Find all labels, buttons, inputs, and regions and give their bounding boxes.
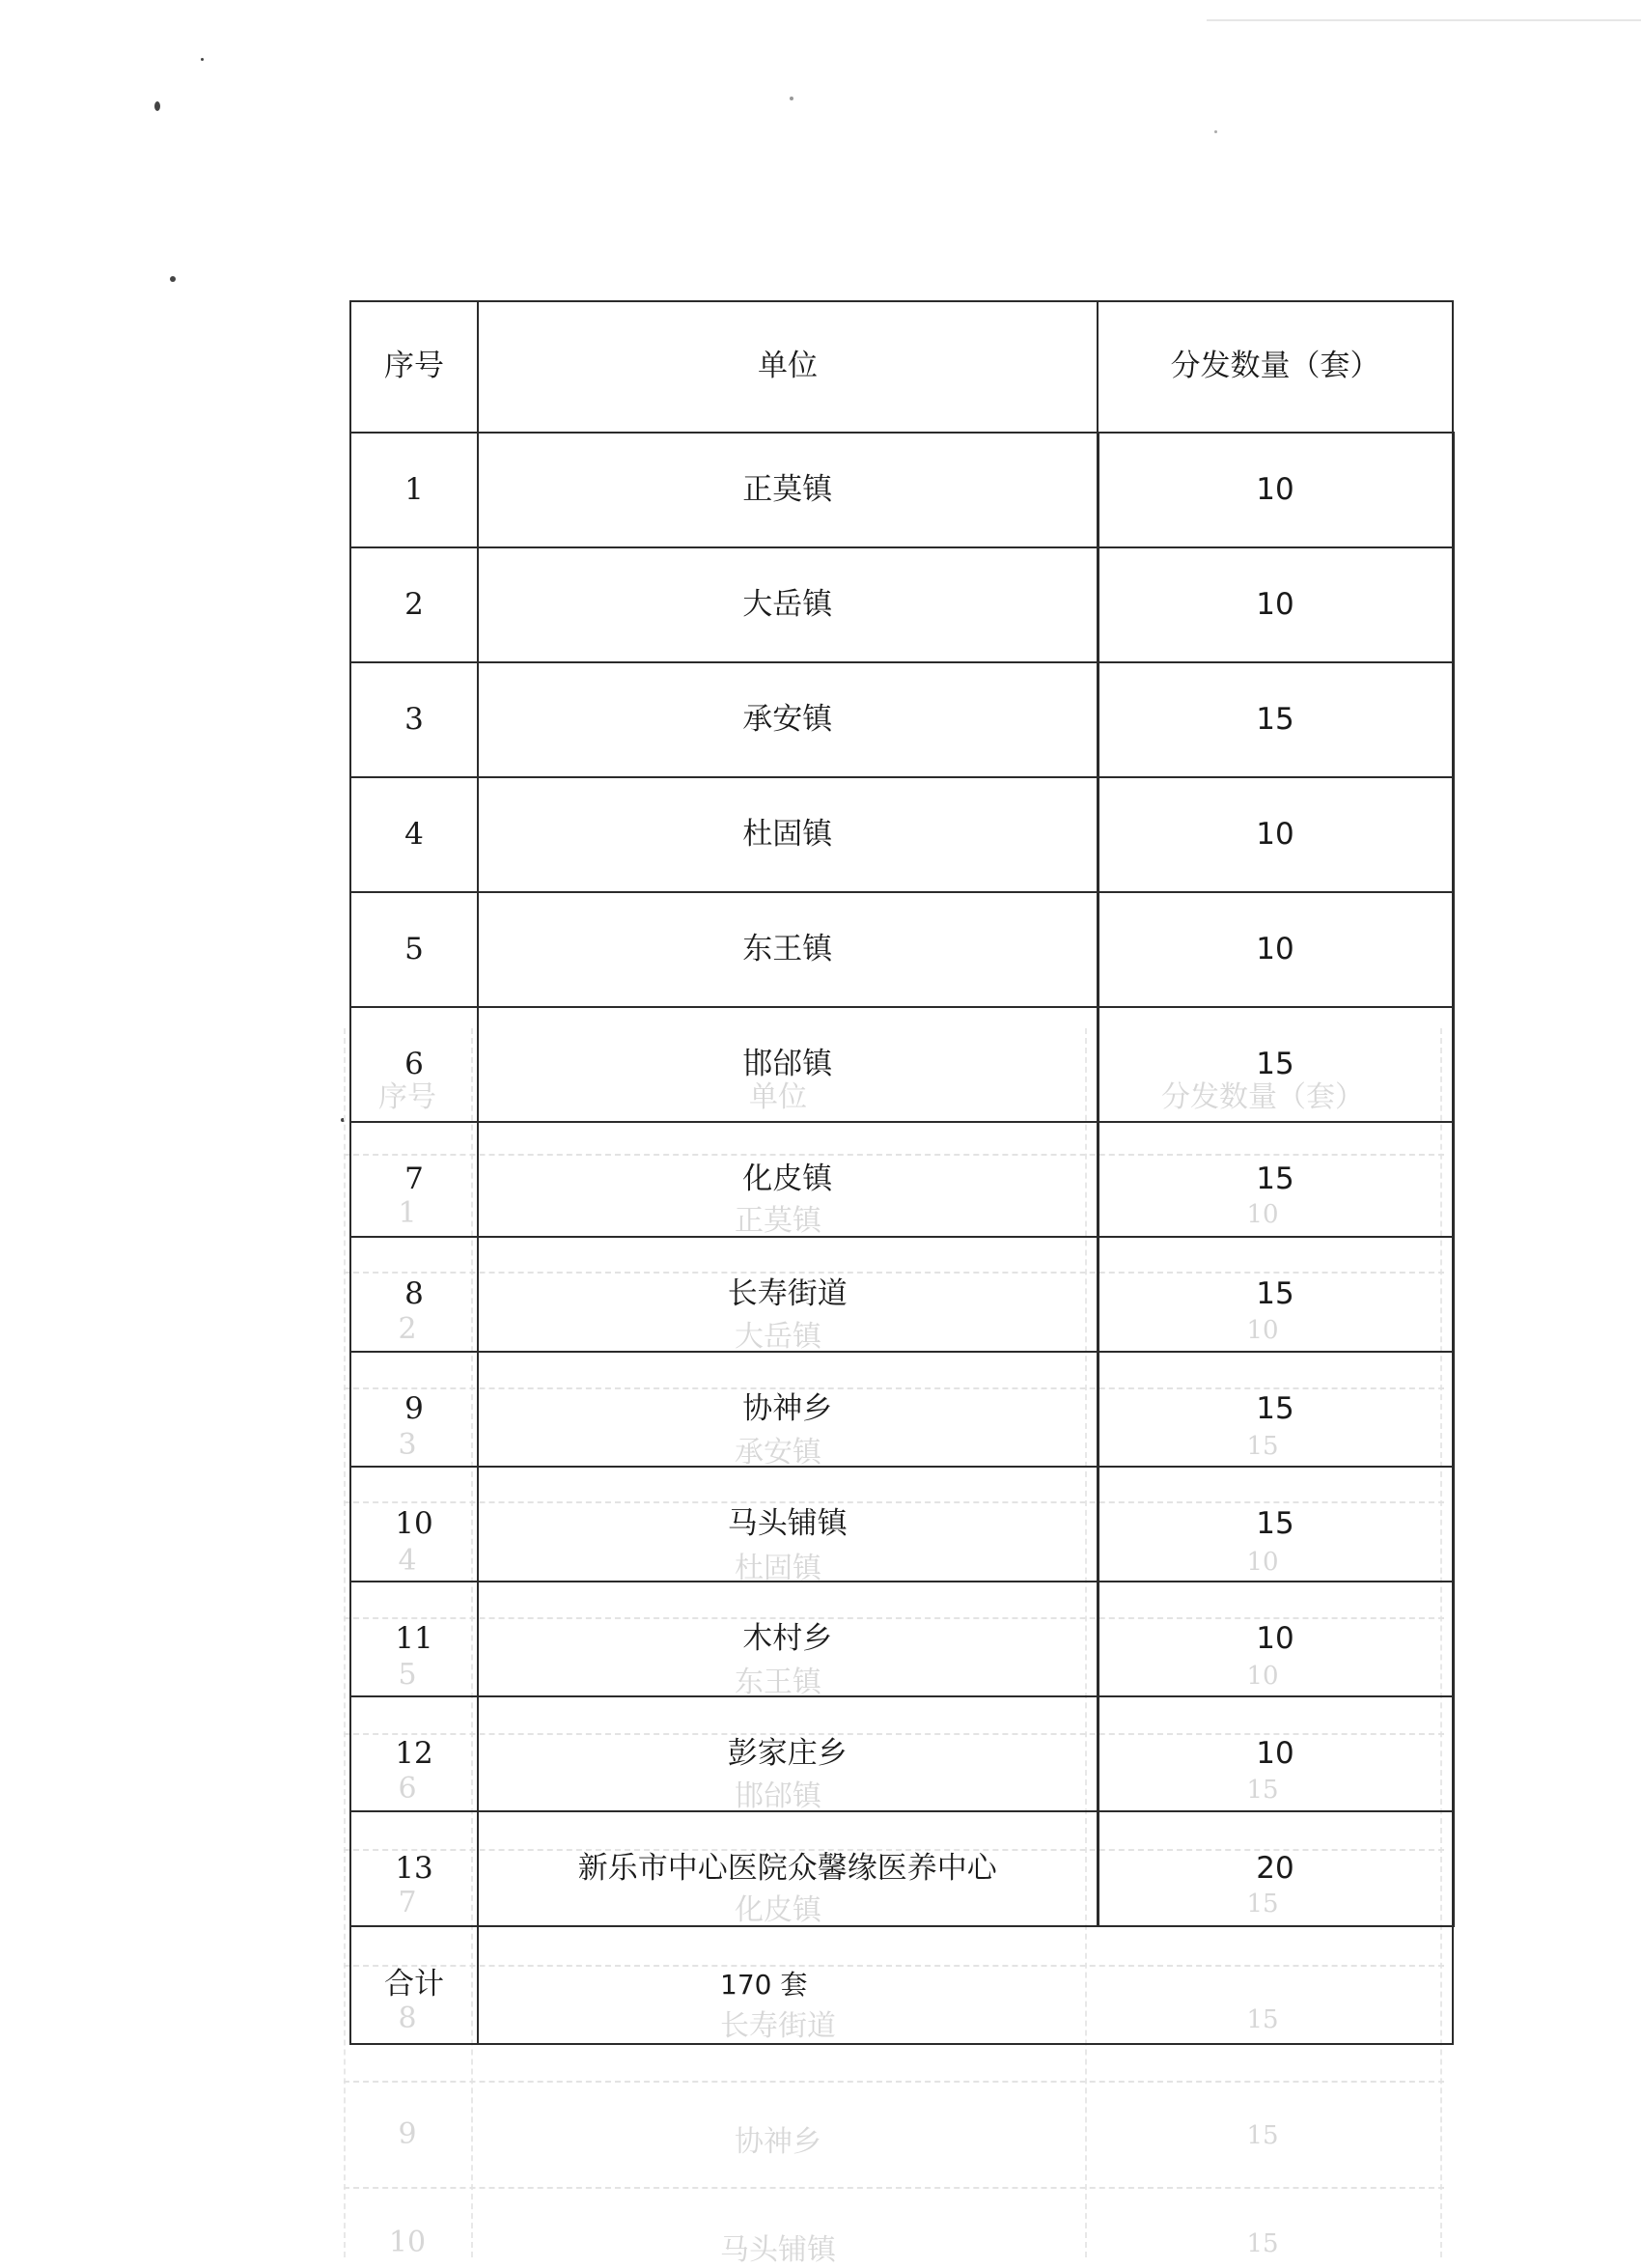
total-empty-cell xyxy=(1098,1926,1453,2044)
ghost-header-seq: 序号 xyxy=(378,1080,436,1114)
ghost-qty: 10 xyxy=(1246,1200,1279,1229)
ghost-unit: 化皮镇 xyxy=(735,1893,821,1927)
row-qty: 20 xyxy=(1098,1811,1453,1926)
ghost-qty: 15 xyxy=(1246,1776,1279,1805)
header-seq: 序号 xyxy=(350,301,478,433)
ghost-unit: 邯邰镇 xyxy=(735,1779,821,1813)
row-seq: 9 xyxy=(350,1352,478,1467)
row-seq: 11 xyxy=(350,1582,478,1696)
ghost-qty: 15 xyxy=(1246,2121,1279,2150)
scan-edge-line xyxy=(1207,19,1641,21)
ghost-seq: 6 xyxy=(398,1772,417,1806)
table-header-row xyxy=(350,301,1453,433)
ghost-qty: 15 xyxy=(1246,2005,1279,2034)
table-row xyxy=(350,433,1453,547)
row-unit: 新乐市中心医院众馨缘医养中心 xyxy=(478,1811,1098,1926)
row-seq: 6 xyxy=(350,1007,478,1122)
ghost-unit: 大岳镇 xyxy=(735,1320,821,1354)
row-seq: 7 xyxy=(350,1122,478,1237)
row-qty: 15 xyxy=(1098,1352,1453,1467)
row-unit: 邯邰镇 xyxy=(478,1007,1098,1122)
ghost-qty: 15 xyxy=(1246,1890,1279,1918)
ghost-unit: 长寿街道 xyxy=(720,2009,836,2043)
ghost-row-line xyxy=(344,2081,1444,2083)
ghost-unit: 马头铺镇 xyxy=(720,2233,836,2267)
ghost-unit: 杜固镇 xyxy=(735,1552,821,1585)
ghost-seq: 7 xyxy=(398,1886,417,1919)
row-unit: 木村乡 xyxy=(478,1582,1098,1696)
table-row xyxy=(350,1122,1453,1237)
header-unit: 单位 xyxy=(478,301,1098,433)
row-qty: 10 xyxy=(1098,777,1453,892)
row-seq: 2 xyxy=(350,547,478,662)
ghost-seq: 1 xyxy=(398,1196,417,1230)
ghost-qty: 10 xyxy=(1246,1316,1279,1345)
row-seq: 4 xyxy=(350,777,478,892)
scan-speck xyxy=(154,101,160,111)
row-seq: 12 xyxy=(350,1696,478,1811)
scan-speck xyxy=(170,276,176,282)
row-unit: 彭家庄乡 xyxy=(478,1696,1098,1811)
row-unit: 东王镇 xyxy=(478,892,1098,1007)
table-total-row xyxy=(350,1926,1453,2044)
row-qty: 15 xyxy=(1098,1122,1453,1237)
row-seq: 10 xyxy=(350,1467,478,1582)
row-seq: 5 xyxy=(350,892,478,1007)
ghost-header-unit: 单位 xyxy=(749,1080,807,1114)
table-row xyxy=(350,892,1453,1007)
row-unit: 正莫镇 xyxy=(478,433,1098,547)
row-qty: 10 xyxy=(1098,1582,1453,1696)
table-row xyxy=(350,1007,1453,1122)
ghost-unit: 承安镇 xyxy=(735,1436,821,1470)
ghost-seq: 9 xyxy=(398,2117,417,2151)
row-unit: 马头铺镇 xyxy=(478,1467,1098,1582)
ghost-qty: 15 xyxy=(1246,1432,1279,1461)
row-qty: 10 xyxy=(1098,433,1453,547)
total-value: 170 套 xyxy=(720,1969,808,2002)
ghost-seq: 5 xyxy=(398,1658,417,1692)
ghost-row-line xyxy=(344,2187,1444,2189)
table-row xyxy=(350,547,1453,662)
table-row xyxy=(350,777,1453,892)
row-seq: 13 xyxy=(350,1811,478,1926)
ghost-unit: 东王镇 xyxy=(735,1666,821,1699)
total-label: 合计 xyxy=(350,1926,478,2044)
row-seq: 8 xyxy=(350,1237,478,1352)
row-qty: 10 xyxy=(1098,1696,1453,1811)
table-row xyxy=(350,1237,1453,1352)
row-seq: 1 xyxy=(350,433,478,547)
row-seq: 3 xyxy=(350,662,478,777)
row-qty: 15 xyxy=(1098,1467,1453,1582)
scan-speck xyxy=(201,58,204,61)
table-row xyxy=(350,1696,1453,1811)
row-unit: 协神乡 xyxy=(478,1352,1098,1467)
ghost-unit: 正莫镇 xyxy=(735,1204,821,1238)
row-unit: 大岳镇 xyxy=(478,547,1098,662)
ghost-qty: 10 xyxy=(1246,1662,1279,1691)
row-qty: 15 xyxy=(1098,1237,1453,1352)
total-value-cell xyxy=(478,1926,1098,2044)
ghost-header-qty: 分发数量（套） xyxy=(1161,1080,1364,1114)
ghost-seq: 4 xyxy=(398,1544,417,1578)
ghost-qty: 10 xyxy=(1246,1548,1279,1577)
row-qty: 15 xyxy=(1098,1007,1453,1122)
table-row xyxy=(350,1467,1453,1582)
row-qty: 10 xyxy=(1098,547,1453,662)
row-unit: 化皮镇 xyxy=(478,1122,1098,1237)
ghost-unit: 协神乡 xyxy=(735,2125,821,2159)
scan-speck xyxy=(790,97,793,100)
row-qty: 15 xyxy=(1098,662,1453,777)
table-row xyxy=(350,1811,1453,1926)
table-row xyxy=(350,662,1453,777)
ghost-seq: 8 xyxy=(398,2002,417,2035)
header-qty: 分发数量（套） xyxy=(1098,301,1453,433)
row-unit: 承安镇 xyxy=(478,662,1098,777)
row-qty: 10 xyxy=(1098,892,1453,1007)
table-row xyxy=(350,1352,1453,1467)
ghost-seq: 2 xyxy=(398,1312,417,1346)
table-row xyxy=(350,1582,1453,1696)
row-unit: 长寿街道 xyxy=(478,1237,1098,1352)
scan-speck xyxy=(1214,130,1217,133)
distribution-table xyxy=(349,300,1455,2045)
ghost-seq: 3 xyxy=(398,1428,417,1462)
ghost-qty: 15 xyxy=(1246,2229,1279,2258)
row-unit: 杜固镇 xyxy=(478,777,1098,892)
ghost-seq: 10 xyxy=(388,2226,427,2259)
